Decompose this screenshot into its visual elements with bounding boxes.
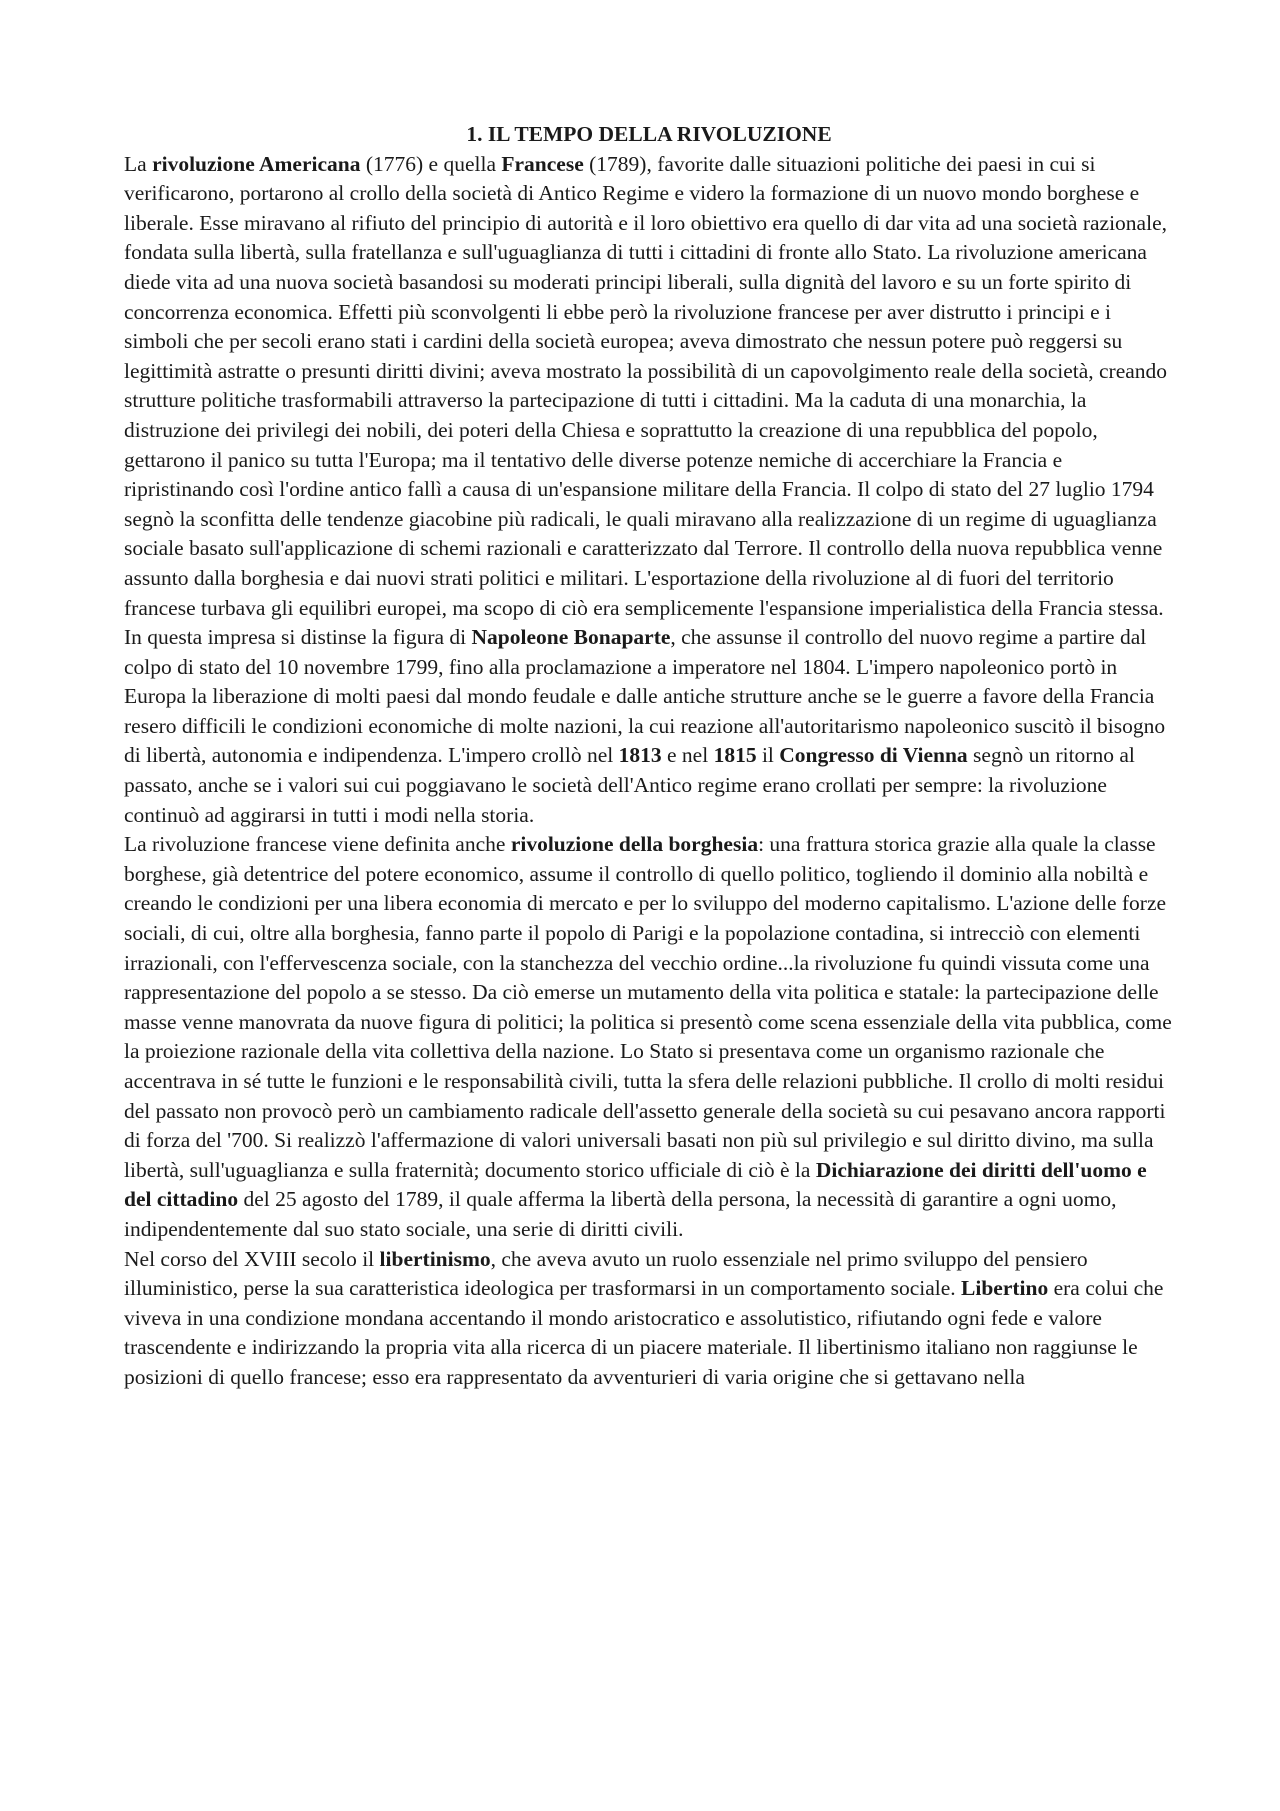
paragraph bbox=[124, 1245, 1174, 1393]
text-run: era colui che viveva in una condizione mondana accentando il mondo aristocratico e assolutistico, rifiutando ogni fede e valore trascendente e indirizzando la propria vita alla ricerca di un piacere materiale. Il libertinismo italiano non raggiunse le posizioni di quello francese; esso era rappresentato da avventurieri di varia origine che si gettavano nella bbox=[124, 1276, 1164, 1389]
bold-text: rivoluzione della borghesia bbox=[510, 832, 759, 857]
bold-text: Dichiarazione dei diritti dell'uomo e del cittadino bbox=[124, 1157, 1147, 1212]
document-body bbox=[124, 120, 1174, 1393]
paragraph bbox=[124, 830, 1174, 1244]
bold-text: Francese bbox=[501, 151, 584, 176]
bold-text: 1815 bbox=[713, 743, 757, 768]
bold-text: rivoluzione Americana bbox=[152, 151, 361, 176]
text-run: Nel corso del XVIII secolo il bbox=[124, 1246, 380, 1271]
text-run: del 25 agosto del 1789, il quale afferma la libertà della persona, la necessità di garantire a ogni uomo, indipendentemente dal suo stato sociale, una serie di diritti civili. bbox=[124, 1187, 1117, 1241]
text-run: segnò un ritorno al passato, anche se i valori sui cui poggiavano le società dell'Antico regime erano crollati per sempre: la rivoluzione continuò ad aggirarsi in tutti i modi nella storia. bbox=[124, 743, 1135, 827]
text-run: : una frattura storica grazie alla quale la classe borghese, già detentrice del potere economico, assume il controllo di quello politico, togliendo il dominio alla nobiltà e creando le condizioni per una libera economia di mercato e per lo sviluppo del moderno capitalismo. L'azione delle forze sociali, di cui, oltre alla borghesia, fanno parte il popolo di Parigi e la popolazione contadina, si intrecciò con elementi irrazionali, con l'effervescenza sociale, con la stanchezza del vecchio ordine...la rivoluzione fu quindi vissuta come una rappresentazione del popolo a se stesso. Da ciò emerse un mutamento della vita politica e statale: la partecipazione delle masse venne manovrata da nuove figura di politici; la politica si presentò come scena essenziale della vita pubblica, come la proiezione razionale della vita collettiva della nazione. Lo Stato si presentava come un organismo razionale che accentrava in sé tutte le funzioni e le responsabilità civili, tutta la sfera delle relazioni pubbliche. Il crollo di molti residui del passato non provocò però un cambiamento radicale dell'assetto generale della società su cui pesavano ancora rapporti di forza del '700. Si realizzò l'affermazione di valori universali basati non più sul privilegio e sul diritto divino, ma sulla libertà, sull'uguaglianza e sulla fraternità; documento storico ufficiale di ciò è la bbox=[124, 832, 1172, 1182]
paragraph bbox=[124, 150, 1174, 831]
bold-text: Libertino bbox=[961, 1276, 1049, 1301]
page-title: 1. IL TEMPO DELLA RIVOLUZIONE bbox=[466, 122, 832, 146]
text-run: (1789), favorite dalle situazioni politiche dei paesi in cui si verificarono, portarono al crollo della società di Antico Regime e videro la formazione di un nuovo mondo borghese e liberale. Esse miravano al rifiuto del principio di autorità e il loro obiettivo era quello di dar vita ad una società razionale, fondata sulla libertà, sulla fratellanza e sull'uguaglianza di tutti i cittadini di fronte allo Stato. La rivoluzione americana diede vita ad una nuova società basandosi su moderati principi liberali, sulla dignità del lavoro e su un forte spirito di concorrenza economica. Effetti più sconvolgenti li ebbe però la rivoluzione francese per aver distrutto i principi e i simboli che per secoli erano stati i cardini della società europea; aveva dimostrato che nessun potere può reggersi su legittimità astratte o presunti diritti divini; aveva mostrato la possibilità di un capovolgimento reale della società, creando strutture politiche trasformabili attraverso la partecipazione di tutti i cittadini. Ma la caduta di una monarchia, la distruzione dei privilegi dei nobili, dei poteri della Chiesa e soprattutto la creazione di una repubblica del popolo, gettarono il panico su tutta l'Europa; ma il tentativo delle diverse potenze nemiche di accerchiare la Francia e ripristinando così l'ordine antico fallì a causa di un'espansione militare della Francia. Il colpo di stato del 27 luglio 1794 segnò la sconfitta delle tendenze giacobine più radicali, le quali miravano alla realizzazione di un regime di uguaglianza sociale basato sull'applicazione di schemi razionali e caratterizzato dal Terrore. Il controllo della nuova repubblica venne assunto dalla borghesia e dai nuovi strati politici e militari. L'esportazione della rivoluzione al di fuori del territorio francese turbava gli equilibri europei, ma scopo di ciò era semplicemente l'espansione imperialistica della Francia stessa. In questa impresa si distinse la figura di bbox=[124, 151, 1168, 650]
text-run: e nel bbox=[661, 743, 714, 768]
text-run: La bbox=[124, 151, 153, 176]
bold-text: 1813 bbox=[618, 743, 662, 768]
text-run: , che assunse il controllo del nuovo regime a partire dal colpo di stato del 10 novembre 1799, fino alla proclamazione a imperatore nel 1804. L'impero napoleonico portò in Europa la liberazione di molti paesi dal mondo feudale e dalle antiche strutture anche se le guerre a favore della Francia resero difficili le condizioni economiche di molte nazioni, la cui reazione all'autoritarismo napoleonico suscitò il bisogno di libertà, autonomia e indipendenza. L'impero crollò nel bbox=[124, 625, 1166, 768]
text-run: il bbox=[756, 743, 780, 768]
bold-text: libertinismo bbox=[379, 1246, 491, 1271]
bold-text: Napoleone Bonaparte bbox=[471, 625, 671, 650]
text-run: (1776) e quella bbox=[360, 151, 502, 176]
text-run: La rivoluzione francese viene definita anche bbox=[124, 832, 511, 857]
paragraph-list bbox=[124, 150, 1174, 1393]
text-run: , che aveva avuto un ruolo essenziale nel primo sviluppo del pensiero illuministico, perse la sua caratteristica ideologica per trasformarsi in un comportamento sociale. bbox=[124, 1246, 1088, 1301]
bold-text: Congresso di Vienna bbox=[779, 743, 968, 768]
